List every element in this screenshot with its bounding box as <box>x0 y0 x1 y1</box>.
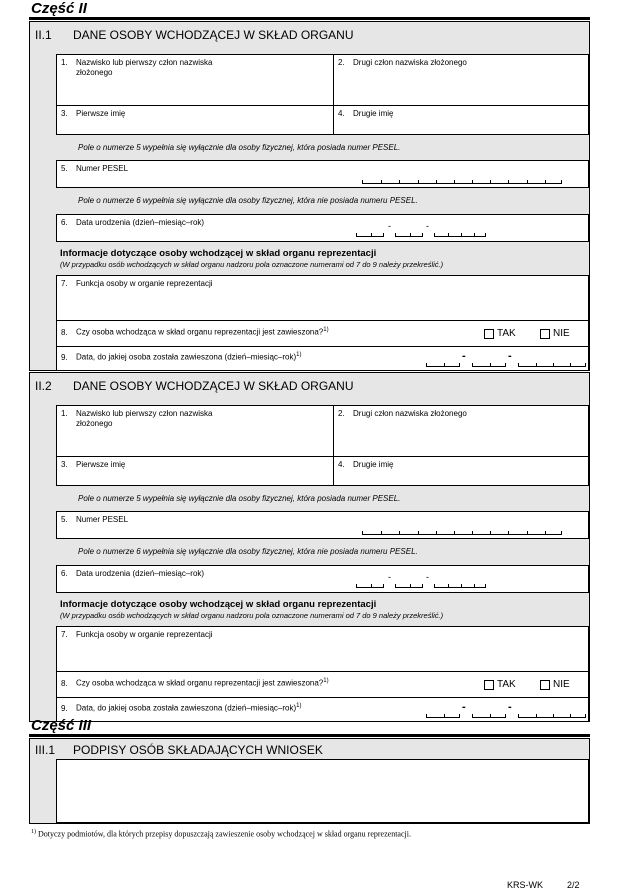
pesel-field[interactable] <box>56 511 589 539</box>
comb-tick <box>570 714 571 717</box>
field-number: 3. <box>61 460 68 469</box>
pesel-field[interactable] <box>56 160 589 188</box>
checkbox-yes[interactable] <box>484 680 494 690</box>
field-number: 5. <box>61 164 68 173</box>
field-number: 7. <box>61 630 68 639</box>
surname-field[interactable] <box>56 405 334 457</box>
comb-tick <box>436 531 437 534</box>
birthdate-field[interactable] <box>56 214 589 242</box>
field-number: 2. <box>338 58 345 67</box>
comb-tick <box>527 180 528 183</box>
field-number: 9. <box>61 352 68 362</box>
date-separator: - <box>388 221 391 231</box>
field-number: 6. <box>61 218 68 227</box>
field-label: Pierwsze imię <box>76 109 126 118</box>
pesel-comb <box>362 180 562 184</box>
page-number: 2/2 <box>567 880 580 890</box>
person-section <box>29 372 590 722</box>
part-2-rule <box>29 17 590 20</box>
day-comb <box>426 714 460 718</box>
field-number: 3. <box>61 109 68 118</box>
part-3-rule <box>29 734 590 737</box>
birthdate-note: Pole o numerze 6 wypełnia się wyłącznie dla osoby fizycznej, która nie posiada numeru PESEL. <box>78 547 418 556</box>
section-title: PODPISY OSÓB SKŁADAJĄCYCH WNIOSEK <box>73 743 323 757</box>
field-number: 6. <box>61 569 68 578</box>
month-comb <box>472 363 506 367</box>
first-name-field[interactable] <box>56 105 334 135</box>
comb-tick <box>545 180 546 183</box>
surname-field[interactable] <box>56 54 334 106</box>
section-title: DANE OSOBY WCHODZĄCEJ W SKŁAD ORGANU <box>73 28 354 42</box>
comb-tick <box>474 584 475 587</box>
section-number: II.2 <box>35 379 52 393</box>
date-separator: - <box>388 572 391 582</box>
month-comb <box>395 584 423 588</box>
comb-tick <box>444 714 445 717</box>
comb-tick <box>545 531 546 534</box>
field-label: Nazwisko lub pierwszy człon nazwiska <box>76 58 213 67</box>
field-number: 9. <box>61 703 68 713</box>
comb-tick <box>454 531 455 534</box>
field-label: Numer PESEL <box>76 515 129 524</box>
checkbox-yes-label: TAK <box>497 328 516 339</box>
comb-tick <box>381 180 382 183</box>
comb-tick <box>490 180 491 183</box>
suspended-field <box>56 320 589 347</box>
checkbox-no-label: NIE <box>553 679 570 690</box>
footnote-ref: 1) <box>323 678 329 684</box>
part-3-title: Część III <box>31 717 92 734</box>
date-separator: - <box>462 350 466 362</box>
day-comb <box>426 363 460 367</box>
comb-tick <box>527 531 528 534</box>
first-name-field[interactable] <box>56 456 334 486</box>
second-name-field[interactable] <box>333 456 589 486</box>
field-number: 1. <box>61 409 68 418</box>
second-name-field[interactable] <box>333 105 589 135</box>
day-comb <box>356 584 384 588</box>
comb-tick <box>371 233 372 236</box>
field-label-cont: złożonego <box>76 68 113 77</box>
second-surname-field[interactable] <box>333 405 589 457</box>
info-subtitle: (W przypadku osób wchodzących w skład organu nadzoru pola oznaczone numerami od 7 do 9 należy przekreślić.) <box>60 611 444 620</box>
section-number: II.1 <box>35 28 52 42</box>
checkbox-yes[interactable] <box>484 329 494 339</box>
field-number: 4. <box>338 460 345 469</box>
field-label: Funkcja osoby w organie reprezentacji <box>76 630 213 639</box>
date-separator: - <box>462 701 466 713</box>
comb-tick <box>399 531 400 534</box>
pesel-comb <box>362 531 562 535</box>
comb-tick <box>472 180 473 183</box>
comb-tick <box>418 531 419 534</box>
section-title: DANE OSOBY WCHODZĄCEJ W SKŁAD ORGANU <box>73 379 354 393</box>
date-separator: - <box>508 350 512 362</box>
month-comb <box>395 233 423 237</box>
comb-tick <box>371 584 372 587</box>
birthdate-field[interactable] <box>56 565 589 593</box>
field-number: 7. <box>61 279 68 288</box>
comb-tick <box>553 363 554 366</box>
comb-tick <box>461 233 462 236</box>
comb-tick <box>490 714 491 717</box>
comb-tick <box>418 180 419 183</box>
field-label: Data urodzenia (dzień–miesiąc–rok) <box>76 218 205 227</box>
checkbox-no-label: NIE <box>553 328 570 339</box>
field-label: Drugi człon nazwiska złożonego <box>353 58 467 67</box>
comb-tick <box>508 180 509 183</box>
field-number: 1. <box>61 58 68 67</box>
comb-tick <box>436 180 437 183</box>
field-label: Data, do jakiej osoba została zawieszona (dzień–miesiąc–rok) <box>76 703 297 713</box>
comb-tick <box>508 531 509 534</box>
footnote-ref: 1) <box>323 327 329 333</box>
section-number: III.1 <box>35 743 56 757</box>
comb-tick <box>553 714 554 717</box>
checkbox-no[interactable] <box>540 680 550 690</box>
field-number: 8. <box>61 678 68 688</box>
comb-tick <box>490 531 491 534</box>
comb-tick <box>461 584 462 587</box>
field-label: Drugie imię <box>353 109 394 118</box>
comb-tick <box>381 531 382 534</box>
field-label: Nazwisko lub pierwszy człon nazwiska <box>76 409 213 418</box>
comb-tick <box>448 233 449 236</box>
function-field[interactable] <box>56 626 589 672</box>
pesel-note: Pole o numerze 5 wypełnia się wyłącznie dla osoby fizycznej, która posiada numer PESEL. <box>78 143 401 152</box>
comb-tick <box>472 531 473 534</box>
footnote-ref: 1) <box>296 703 302 709</box>
comb-tick <box>536 363 537 366</box>
comb-tick <box>490 363 491 366</box>
day-comb <box>356 233 384 237</box>
comb-tick <box>399 180 400 183</box>
date-separator: - <box>426 221 429 231</box>
date-separator: - <box>508 701 512 713</box>
person-section <box>29 21 590 371</box>
field-label: Funkcja osoby w organie reprezentacji <box>76 279 213 288</box>
month-comb <box>472 714 506 718</box>
comb-tick <box>474 233 475 236</box>
field-number: 4. <box>338 109 345 118</box>
year-comb <box>518 363 586 367</box>
field-number: 5. <box>61 515 68 524</box>
suspension-date-field[interactable] <box>56 697 589 722</box>
pesel-note: Pole o numerze 5 wypełnia się wyłącznie dla osoby fizycznej, która posiada numer PESEL. <box>78 494 401 503</box>
section-signatures <box>29 738 590 824</box>
comb-tick <box>448 584 449 587</box>
field-number: 8. <box>61 327 68 337</box>
checkbox-no[interactable] <box>540 329 550 339</box>
info-subtitle: (W przypadku osób wchodzących w skład organu nadzoru pola oznaczone numerami od 7 do 9 należy przekreślić.) <box>60 260 444 269</box>
footnote-text: Dotyczy podmiotów, dla których przepisy dopuszczają zawieszenie osoby wchodzącej w skład organu reprezentacji. <box>38 829 411 839</box>
field-label: Czy osoba wchodząca w skład organu reprezentacji jest zawieszona? <box>76 327 324 337</box>
field-label: Drugi człon nazwiska złożonego <box>353 409 467 418</box>
footnote-mark: 1) <box>31 829 36 835</box>
suspended-field <box>56 671 589 698</box>
second-surname-field[interactable] <box>333 54 589 106</box>
part-2-title: Część II <box>31 0 87 17</box>
footnote <box>31 829 411 839</box>
form-code: KRS-WK <box>507 880 543 890</box>
birthdate-note: Pole o numerze 6 wypełnia się wyłącznie dla osoby fizycznej, która nie posiada numeru PESEL. <box>78 196 418 205</box>
field-label: Pierwsze imię <box>76 460 126 469</box>
field-label: Numer PESEL <box>76 164 129 173</box>
info-title: Informacje dotyczące osoby wchodzącej w skład organu reprezentacji <box>60 248 377 259</box>
comb-tick <box>410 584 411 587</box>
year-comb <box>434 584 486 588</box>
comb-tick <box>570 363 571 366</box>
field-label: Czy osoba wchodząca w skład organu reprezentacji jest zawieszona? <box>76 678 324 688</box>
year-comb <box>434 233 486 237</box>
comb-tick <box>444 363 445 366</box>
year-comb <box>518 714 586 718</box>
signatures-field[interactable] <box>56 759 589 823</box>
date-separator: - <box>426 572 429 582</box>
checkbox-yes-label: TAK <box>497 679 516 690</box>
field-label: Data, do jakiej osoba została zawieszona (dzień–miesiąc–rok) <box>76 352 297 362</box>
comb-tick <box>536 714 537 717</box>
comb-tick <box>454 180 455 183</box>
info-title: Informacje dotyczące osoby wchodzącej w skład organu reprezentacji <box>60 599 377 610</box>
field-label-cont: złożonego <box>76 419 113 428</box>
field-label: Drugie imię <box>353 460 394 469</box>
function-field[interactable] <box>56 275 589 321</box>
comb-tick <box>410 233 411 236</box>
field-label: Data urodzenia (dzień–miesiąc–rok) <box>76 569 205 578</box>
footnote-ref: 1) <box>296 352 302 358</box>
field-number: 2. <box>338 409 345 418</box>
suspension-date-field[interactable] <box>56 346 589 371</box>
